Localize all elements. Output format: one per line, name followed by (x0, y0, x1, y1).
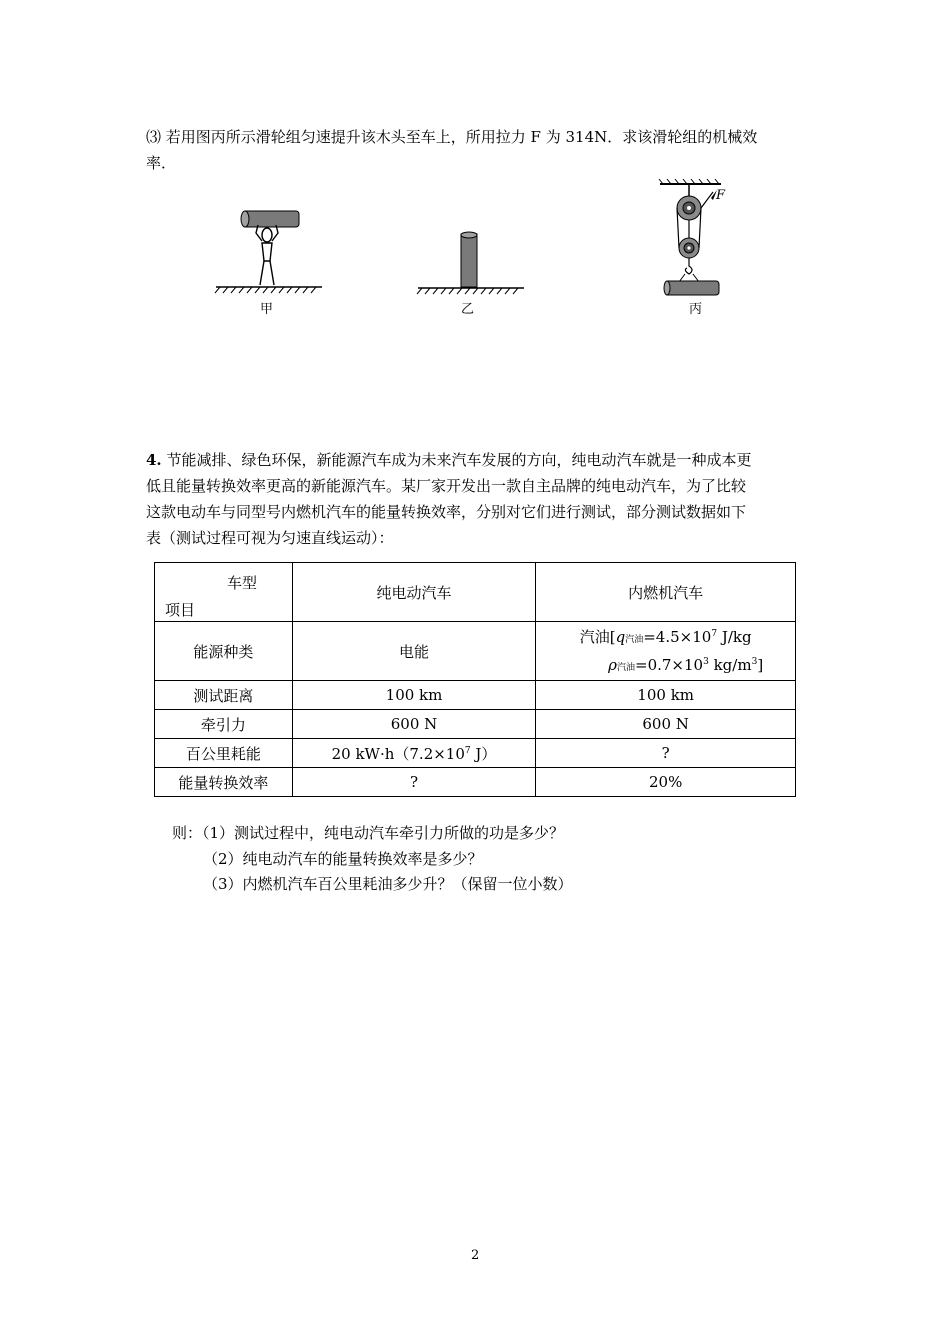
cell-electric: 600 N (292, 710, 536, 739)
fuel-rho-unit-exp: 3 (751, 657, 758, 667)
fuel-line1 (536, 623, 795, 651)
cell-ice: 100 km (536, 681, 796, 710)
q3-line2: 率． (146, 154, 177, 172)
q4-line1 (146, 447, 751, 474)
energy-exp: 7 (464, 745, 471, 756)
cell-ice: 600 N (536, 710, 796, 739)
fuel-q-unit: J/kg (717, 628, 752, 646)
fuel-rho-symbol: ρ (608, 656, 617, 674)
cell-electric: 100 km (292, 681, 536, 710)
fuel-q-value: =4.5×10 (643, 628, 712, 646)
comparison-table (154, 562, 796, 797)
force-label: F (716, 188, 726, 203)
table-row (155, 739, 796, 768)
cell-fuel (536, 622, 796, 681)
row-label: 能源种类 (155, 622, 293, 681)
table-header-row (155, 563, 796, 622)
energy-value: 20 kW·h（7.2×10 (331, 744, 465, 763)
subquestion-1: 则：（1）测试过程中，纯电动汽车牵引力所做的功是多少？ (172, 824, 565, 842)
header-car-type: 车型 (227, 574, 258, 592)
figure-label-yi: 乙 (461, 302, 475, 317)
fuel-prefix: 汽油[ (579, 628, 616, 646)
subquestion-2: （2）纯电动汽车的能量转换效率是多少？ (203, 850, 483, 868)
q3-line1: ⑶ 若用图丙所示滑轮组匀速提升该木头至车上，所用拉力 F 为 314N．求该滑轮组的机械效 (146, 128, 758, 146)
cell-electric: 电能 (292, 622, 536, 681)
fuel-q-symbol: q (615, 628, 626, 646)
row-label: 百公里耗能 (155, 739, 293, 768)
header-electric: 纯电动汽车 (292, 563, 536, 622)
header-ice: 内燃机汽车 (536, 563, 796, 622)
table-row (155, 681, 796, 710)
fuel-rho-unit: kg/m (708, 656, 752, 674)
figure-yi (412, 228, 532, 300)
figure-jia (210, 205, 330, 300)
table-row (155, 622, 796, 681)
cell-ice: 20% (536, 768, 796, 797)
fuel-q-sub: 汽油 (625, 635, 644, 645)
cell-electric (292, 739, 536, 768)
header-item: 项目 (165, 601, 196, 619)
page-number: 2 (471, 1248, 480, 1263)
q4-line4: 表（测试过程可视为匀速直线运动）： (146, 529, 394, 547)
fuel-line2 (536, 651, 795, 679)
fuel-rho-sub: 汽油 (616, 663, 635, 673)
fuel-rho-value: =0.7×10 (635, 656, 704, 674)
row-label: 测试距离 (155, 681, 293, 710)
row-label: 牵引力 (155, 710, 293, 739)
cell-ice: ? (536, 739, 796, 768)
figure-label-bing: 丙 (689, 302, 703, 317)
table-corner-cell (155, 563, 293, 622)
subquestion-3: （3）内燃机汽车百公里耗油多少升？（保留一位小数） (203, 875, 573, 893)
table-row (155, 710, 796, 739)
energy-tail: J） (470, 744, 497, 763)
q4-number: 4. (146, 451, 162, 469)
table-row (155, 768, 796, 797)
fuel-q-exp: 7 (711, 629, 718, 639)
q4-line1-text: 节能减排、绿色环保，新能源汽车成为未来汽车发展的方向，纯电动汽车就是一种成本更 (161, 451, 752, 469)
q4-line3: 这款电动车与同型号内燃机汽车的能量转换效率，分别对它们进行测试，部分测试数据如下 (146, 503, 747, 521)
cell-electric: ? (292, 768, 536, 797)
figure-label-jia: 甲 (260, 302, 274, 317)
fuel-rho-exp: 3 (703, 657, 709, 667)
row-label: 能量转换效率 (155, 768, 293, 797)
q4-line2: 低且能量转换效率更高的新能源汽车。某厂家开发出一款自主品牌的纯电动汽车，为了比较 (146, 477, 747, 495)
fuel-suffix: ] (757, 656, 764, 674)
